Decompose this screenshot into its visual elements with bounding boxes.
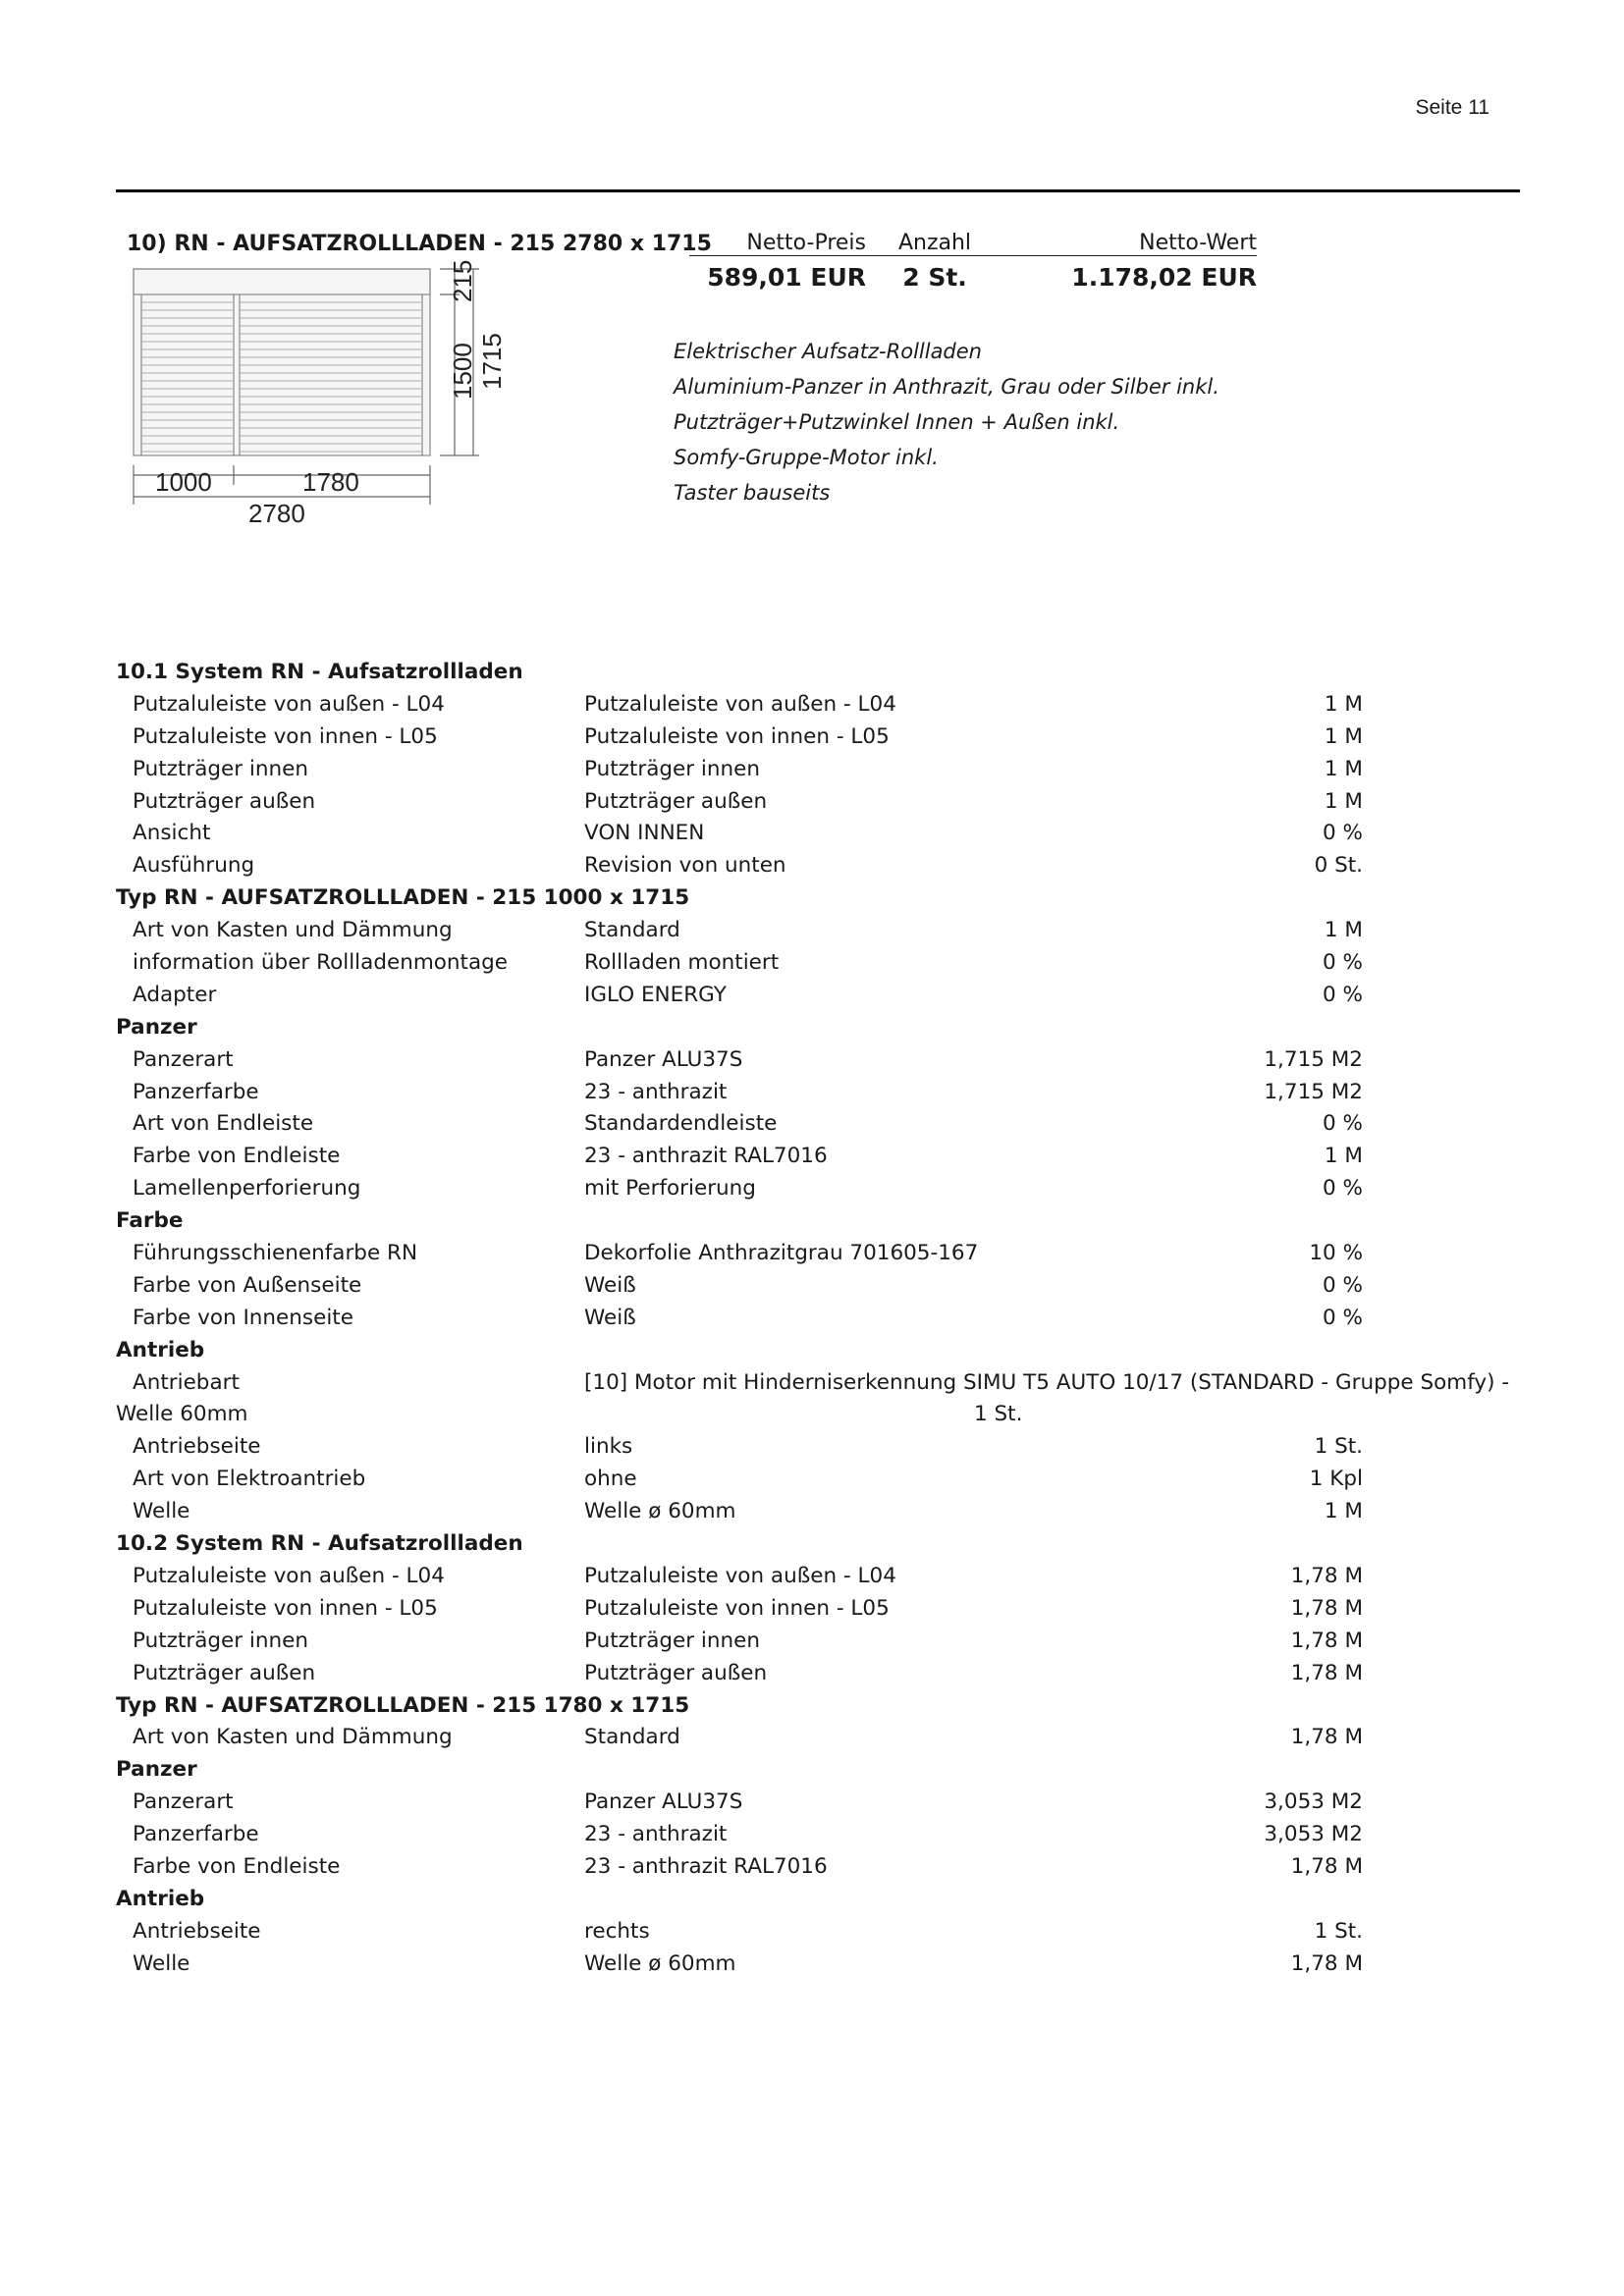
dim-right-width: 1780 (302, 467, 359, 497)
spec-row: Farbe von Endleiste 23 - anthrazit RAL7016 1 M (133, 1144, 1363, 1169)
quantity-value: 2 St. (902, 263, 967, 292)
spec-row: Art von Kasten und Dämmung Standard 1,78 M (133, 1725, 1363, 1750)
quantity-header: Anzahl (866, 232, 1003, 256)
spec-row: Putzträger innen Putzträger innen 1 M (133, 756, 1363, 781)
net-price-header: Netto-Preis (689, 232, 866, 256)
spec-row: Farbe von Endleiste 23 - anthrazit RAL7016 1,78 M (133, 1853, 1363, 1879)
spec-row: Art von Elektroantrieb ohne 1 Kpl (133, 1467, 1363, 1492)
description-line: Putzträger+Putzwinkel Innen + Außen inkl. (674, 410, 1120, 434)
section-header: 10.1 System RN - Aufsatzrollladen (116, 660, 523, 684)
spec-row: information über Rollladenmontage Rollladen montiert 0 % (133, 950, 1363, 976)
spec-row: Lamellenperforierung mit Perforierung 0 % (133, 1176, 1363, 1201)
spec-row: Panzerart Panzer ALU37S 1,715 M2 (133, 1046, 1363, 1072)
description-line: Somfy-Gruppe-Motor inkl. (674, 446, 939, 469)
spec-row: Farbe von Außenseite Weiß 0 % (133, 1272, 1363, 1298)
spec-row: Art von Kasten und Dämmung Standard 1 M (133, 918, 1363, 943)
description-line: Taster bauseits (674, 481, 831, 505)
dim-total-width: 2780 (248, 499, 305, 528)
spec-row: Putzaluleiste von innen - L05 Putzaluleiste von innen - L05 1,78 M (133, 1595, 1363, 1621)
header-rule (116, 189, 1520, 192)
section-header: Typ RN - AUFSATZROLLLADEN - 215 1000 x 1715 (116, 885, 690, 911)
spec-table (116, 657, 1510, 1981)
dim-left-width: 1000 (155, 467, 212, 497)
section-header: Antrieb (116, 1337, 205, 1362)
spec-row: Art von Endleiste Standardendleiste 0 % (133, 1111, 1363, 1137)
spec-row: Farbe von Innenseite Weiß 0 % (133, 1305, 1363, 1330)
section-header: Farbe (116, 1208, 184, 1234)
spec-row: Ansicht VON INNEN 0 % (133, 821, 1363, 846)
spec-row: Panzerart Panzer ALU37S 3,053 M2 (133, 1789, 1363, 1815)
item-title: 10) RN - AUFSATZROLLLADEN - 215 2780 x 1715 (127, 232, 712, 256)
spec-row: Panzerfarbe 23 - anthrazit 3,053 M2 (133, 1822, 1363, 1847)
spec-row-drive-type: Antriebart [10] Motor mit Hinderniserkennung SIMU T5 AUTO 10/17 (STANDARD - Gruppe Somfy) - Welle 60mm 1 St. (116, 1369, 1510, 1427)
section-header: 10.2 System RN - Aufsatzrollladen (116, 1531, 523, 1557)
shutter-drawing (116, 257, 528, 542)
spec-row: Welle Welle ø 60mm 1 M (133, 1499, 1363, 1524)
spec-row: Ausführung Revision von unten 0 St. (133, 853, 1363, 879)
dim-panel: 1500 (448, 343, 477, 400)
spec-row: Welle Welle ø 60mm 1,78 M (133, 1950, 1363, 1976)
net-price-value: 589,01 EUR (707, 263, 866, 292)
section-header: Panzer (116, 1014, 197, 1040)
section-header: Typ RN - AUFSATZROLLLADEN - 215 1780 x 1715 (116, 1692, 690, 1718)
dim-total-height: 1715 (477, 333, 507, 390)
item-description (674, 334, 1219, 510)
dim-box: 215 (448, 259, 477, 302)
section-header: Panzer (116, 1757, 197, 1783)
page-number: Seite 11 (1415, 96, 1489, 119)
description-line: Aluminium-Panzer in Anthrazit, Grau oder Silber inkl. (674, 375, 1219, 399)
spec-row: Antriebseite links 1 St. (133, 1434, 1363, 1460)
spec-row: Führungsschienenfarbe RN Dekorfolie Anthrazitgrau 701605-167 10 % (133, 1241, 1363, 1266)
price-header-row (689, 232, 1259, 261)
spec-row: Adapter IGLO ENERGY 0 % (133, 982, 1363, 1007)
spec-row: Putzträger außen Putzträger außen 1 M (133, 788, 1363, 814)
spec-row: Putzaluleiste von außen - L04 Putzaluleiste von außen - L04 1,78 M (133, 1563, 1363, 1588)
spec-row: Putzträger außen Putzträger außen 1,78 M (133, 1660, 1363, 1685)
spec-row: Putzaluleiste von innen - L05 Putzaluleiste von innen - L05 1 M (133, 723, 1363, 749)
spec-row: Putzträger innen Putzträger innen 1,78 M (133, 1628, 1363, 1653)
section-header: Antrieb (116, 1886, 205, 1911)
spec-row: Putzaluleiste von außen - L04 Putzaluleiste von außen - L04 1 M (133, 691, 1363, 717)
net-value-header: Netto-Wert (1003, 232, 1257, 256)
net-value-value: 1.178,02 EUR (1071, 263, 1257, 292)
price-value-row (689, 263, 1259, 296)
spec-row: Antriebseite rechts 1 St. (133, 1918, 1363, 1944)
spec-row: Panzerfarbe 23 - anthrazit 1,715 M2 (133, 1079, 1363, 1104)
description-line: Elektrischer Aufsatz-Rollladen (674, 340, 982, 363)
